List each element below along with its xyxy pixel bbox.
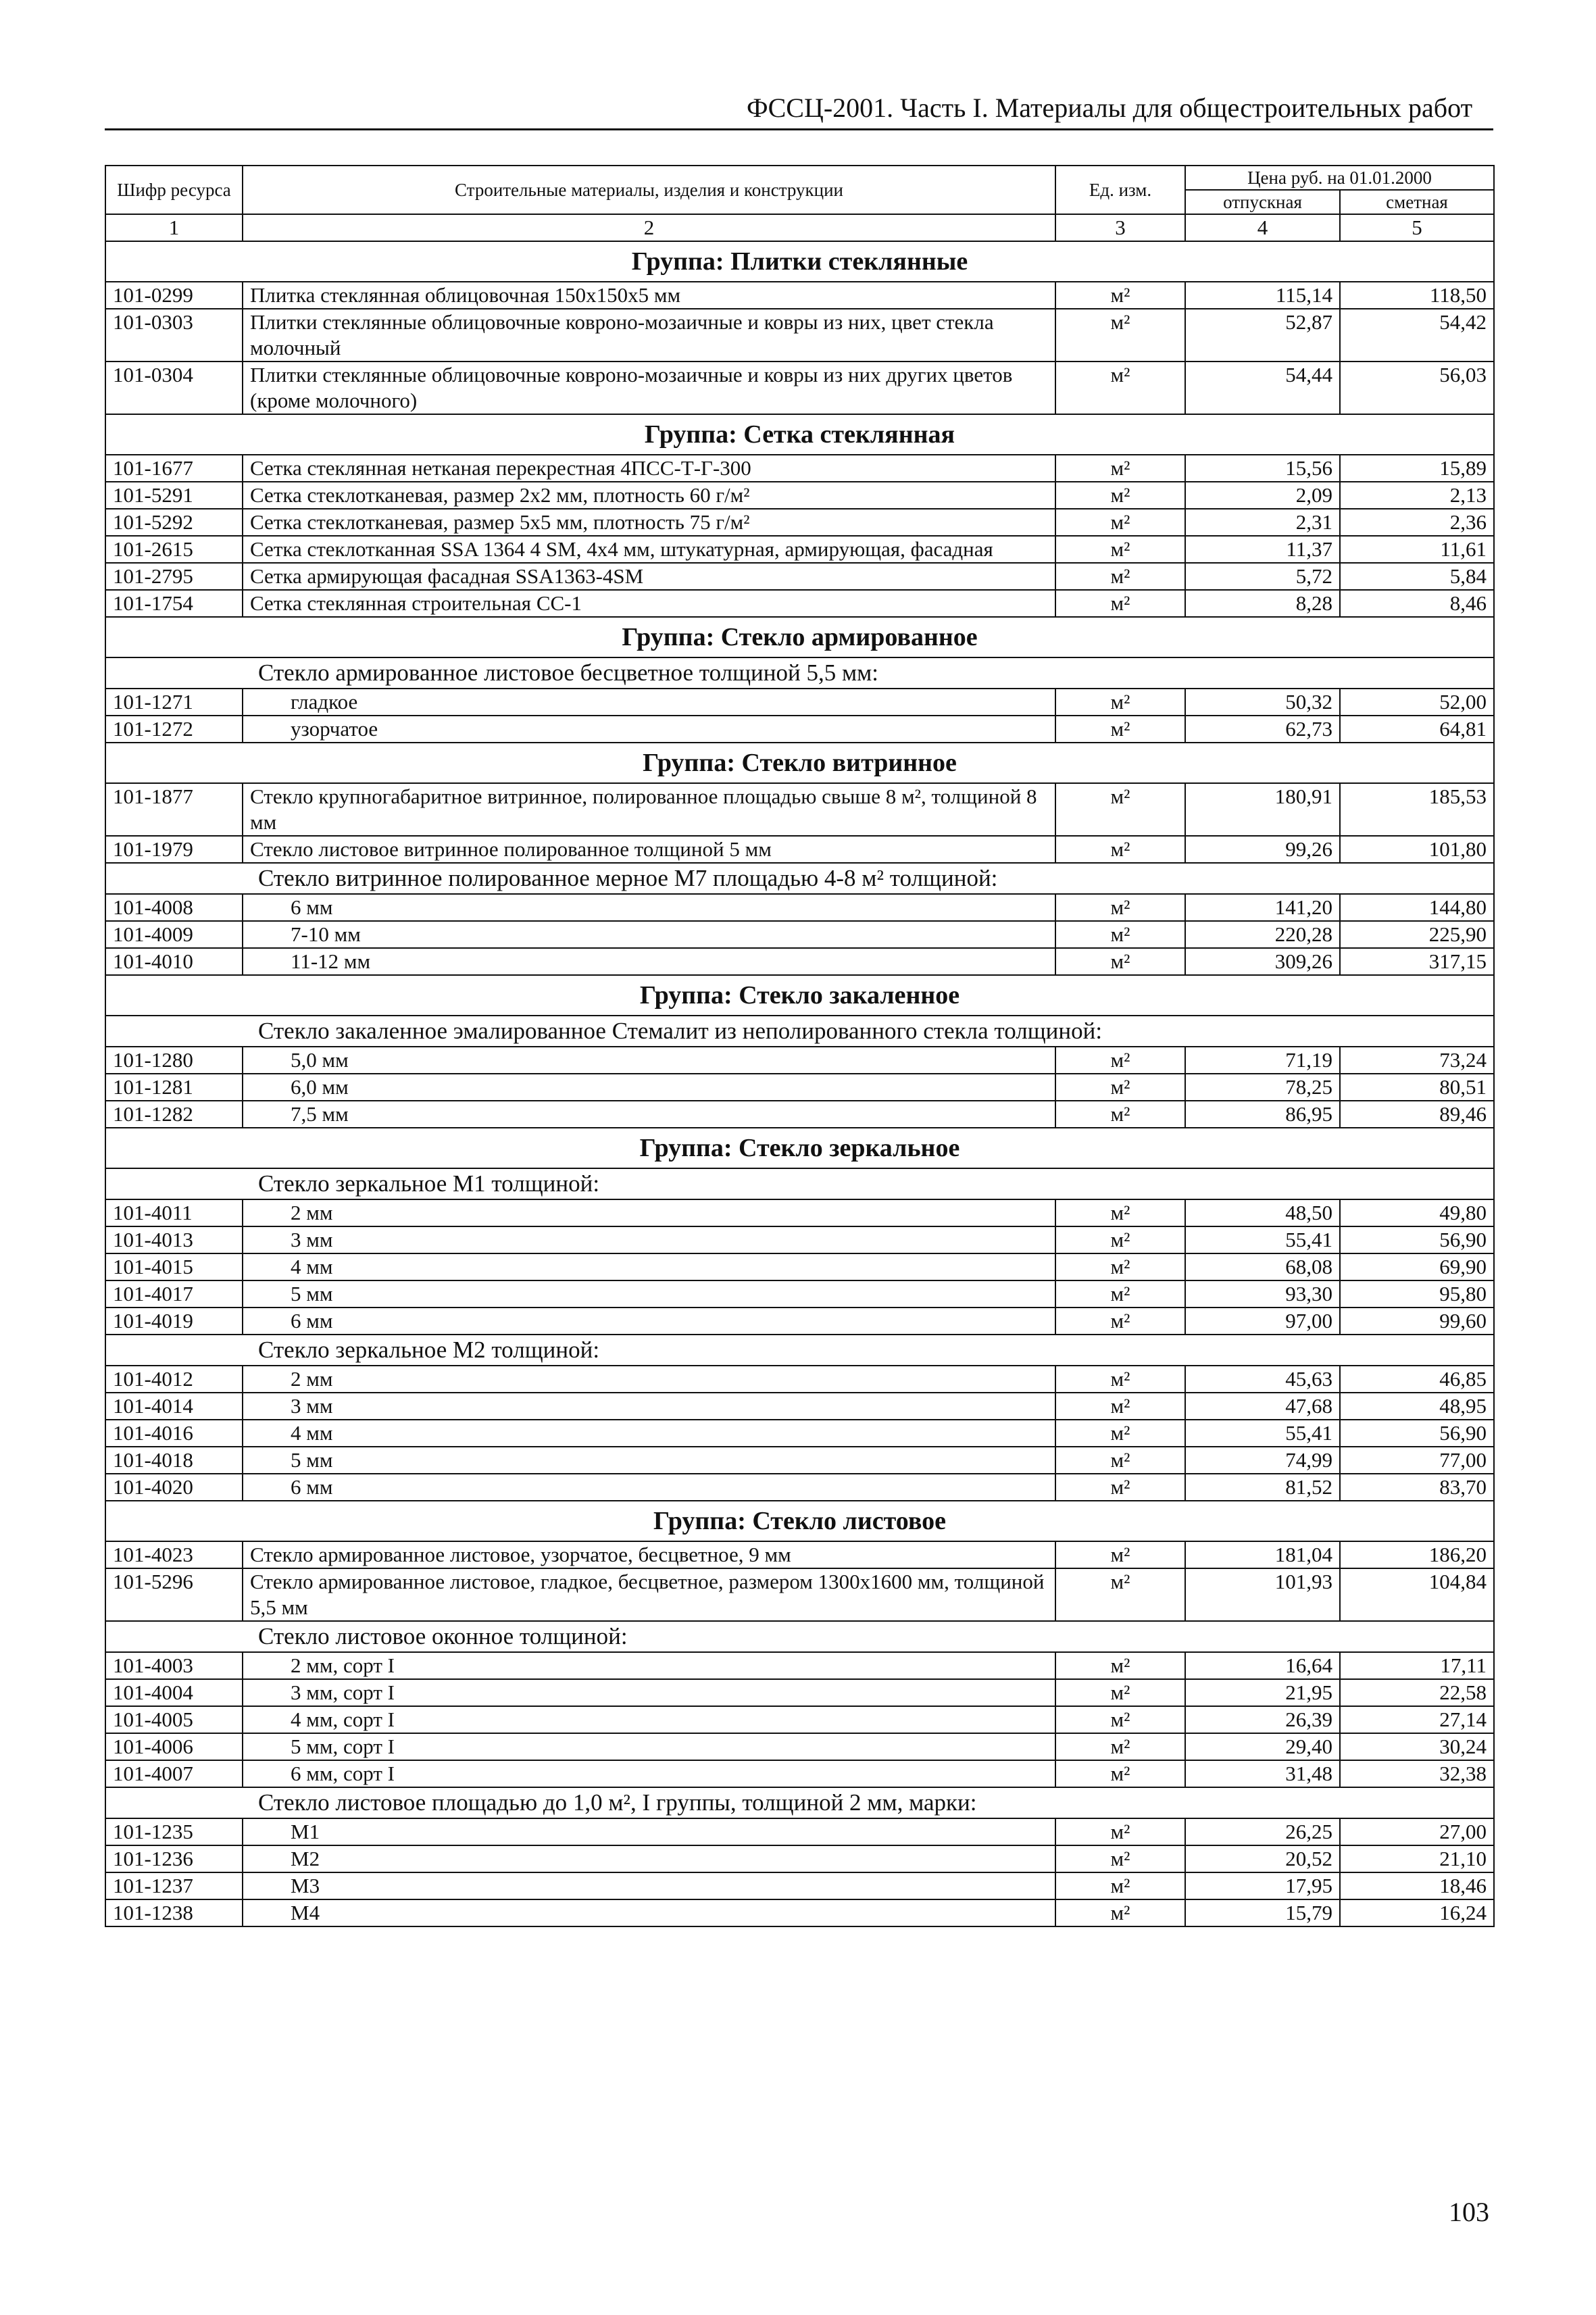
group-heading-row <box>105 1128 1494 1168</box>
unit-of-measure: м² <box>1055 1733 1185 1760</box>
resource-code: 101-4015 <box>105 1253 243 1280</box>
estimate-price: 54,42 <box>1340 309 1494 362</box>
unit-of-measure: м² <box>1055 1199 1185 1226</box>
table-row <box>105 1199 1494 1226</box>
estimate-price: 32,38 <box>1340 1760 1494 1787</box>
release-price: 20,52 <box>1185 1845 1340 1872</box>
release-price: 309,26 <box>1185 948 1340 975</box>
material-name: Сетка стеклянная строительная СС-1 <box>243 590 1055 617</box>
group-heading: Группа: Плитки стеклянные <box>105 241 1494 282</box>
unit-of-measure: м² <box>1055 563 1185 590</box>
estimate-price: 69,90 <box>1340 1253 1494 1280</box>
column-index: 4 <box>1185 214 1340 241</box>
unit-of-measure: м² <box>1055 1899 1185 1926</box>
group-heading: Группа: Стекло зеркальное <box>105 1128 1494 1168</box>
resource-code: 101-4016 <box>105 1420 243 1447</box>
subgroup-heading: Стекло листовое площадью до 1,0 м², I группы, толщиной 2 мм, марки: <box>105 1787 1494 1818</box>
resource-code: 101-4009 <box>105 921 243 948</box>
estimate-price: 80,51 <box>1340 1074 1494 1101</box>
material-name: Плитка стеклянная облицовочная 150х150х5 мм <box>243 282 1055 309</box>
unit-of-measure: м² <box>1055 1845 1185 1872</box>
subgroup-heading: Стекло зеркальное М2 толщиной: <box>105 1335 1494 1366</box>
resource-code: 101-1280 <box>105 1047 243 1074</box>
subgroup-heading-row <box>105 1016 1494 1047</box>
group-heading: Группа: Стекло листовое <box>105 1501 1494 1541</box>
estimate-price: 30,24 <box>1340 1733 1494 1760</box>
estimate-price: 2,36 <box>1340 509 1494 536</box>
estimate-price: 56,90 <box>1340 1420 1494 1447</box>
material-name: М2 <box>243 1845 1055 1872</box>
estimate-price: 22,58 <box>1340 1679 1494 1706</box>
estimate-price: 101,80 <box>1340 836 1494 863</box>
resource-code: 101-4008 <box>105 894 243 921</box>
resource-code: 101-1272 <box>105 716 243 743</box>
table-row <box>105 309 1494 362</box>
release-price: 180,91 <box>1185 783 1340 836</box>
material-name: 4 мм, сорт I <box>243 1706 1055 1733</box>
estimate-price: 2,13 <box>1340 482 1494 509</box>
table-row <box>105 1253 1494 1280</box>
table-row <box>105 1447 1494 1474</box>
table-header-row <box>105 166 1494 190</box>
estimate-price: 95,80 <box>1340 1280 1494 1308</box>
resource-code: 101-5296 <box>105 1568 243 1621</box>
material-name: 6 мм <box>243 1474 1055 1501</box>
estimate-price: 99,60 <box>1340 1308 1494 1335</box>
material-name: 6 мм <box>243 894 1055 921</box>
unit-of-measure: м² <box>1055 1818 1185 1845</box>
release-price: 2,31 <box>1185 509 1340 536</box>
material-name: узорчатое <box>243 716 1055 743</box>
column-index: 1 <box>105 214 243 241</box>
table-row <box>105 1366 1494 1393</box>
material-name: М3 <box>243 1872 1055 1899</box>
unit-of-measure: м² <box>1055 689 1185 716</box>
unit-of-measure: м² <box>1055 1679 1185 1706</box>
resource-code: 101-2615 <box>105 536 243 563</box>
unit-of-measure: м² <box>1055 482 1185 509</box>
material-name: Стекло армированное листовое, гладкое, бесцветное, размером 1300х1600 мм, толщиной 5,5 мм <box>243 1568 1055 1621</box>
release-price: 15,79 <box>1185 1899 1340 1926</box>
resource-code: 101-1235 <box>105 1818 243 1845</box>
table-row <box>105 455 1494 482</box>
resource-code: 101-4003 <box>105 1652 243 1679</box>
release-price: 17,95 <box>1185 1872 1340 1899</box>
estimate-price: 17,11 <box>1340 1652 1494 1679</box>
resource-code: 101-5291 <box>105 482 243 509</box>
estimate-price: 64,81 <box>1340 716 1494 743</box>
release-price: 55,41 <box>1185 1420 1340 1447</box>
unit-of-measure: м² <box>1055 1474 1185 1501</box>
unit-of-measure: м² <box>1055 509 1185 536</box>
group-heading: Группа: Стекло витринное <box>105 743 1494 783</box>
release-price: 74,99 <box>1185 1447 1340 1474</box>
estimate-price: 56,90 <box>1340 1226 1494 1253</box>
release-price: 78,25 <box>1185 1074 1340 1101</box>
resource-code: 101-4020 <box>105 1474 243 1501</box>
resource-code: 101-1238 <box>105 1899 243 1926</box>
table-row <box>105 1733 1494 1760</box>
release-price: 220,28 <box>1185 921 1340 948</box>
subgroup-heading: Стекло армированное листовое бесцветное толщиной 5,5 мм: <box>105 657 1494 689</box>
unit-of-measure: м² <box>1055 836 1185 863</box>
material-name: 7-10 мм <box>243 921 1055 948</box>
release-price: 55,41 <box>1185 1226 1340 1253</box>
column-index: 3 <box>1055 214 1185 241</box>
material-name: 3 мм <box>243 1226 1055 1253</box>
table-row <box>105 482 1494 509</box>
column-index: 2 <box>243 214 1055 241</box>
unit-of-measure: м² <box>1055 1872 1185 1899</box>
table-row <box>105 1760 1494 1787</box>
resource-code: 101-0303 <box>105 309 243 362</box>
estimate-price: 225,90 <box>1340 921 1494 948</box>
group-heading-row <box>105 743 1494 783</box>
resource-code: 101-1979 <box>105 836 243 863</box>
group-heading-row <box>105 1501 1494 1541</box>
release-price: 50,32 <box>1185 689 1340 716</box>
page-number: 103 <box>1449 2197 1489 2227</box>
unit-of-measure: м² <box>1055 1074 1185 1101</box>
resource-code: 101-4012 <box>105 1366 243 1393</box>
table-row <box>105 362 1494 414</box>
unit-of-measure: м² <box>1055 1226 1185 1253</box>
unit-of-measure: м² <box>1055 1366 1185 1393</box>
unit-of-measure: м² <box>1055 590 1185 617</box>
table-row <box>105 836 1494 863</box>
resource-code: 101-0299 <box>105 282 243 309</box>
resource-code: 101-1754 <box>105 590 243 617</box>
material-name: М4 <box>243 1899 1055 1926</box>
table-row <box>105 1308 1494 1335</box>
material-name: М1 <box>243 1818 1055 1845</box>
table-row <box>105 590 1494 617</box>
estimate-price: 118,50 <box>1340 282 1494 309</box>
unit-of-measure: м² <box>1055 783 1185 836</box>
unit-of-measure: м² <box>1055 1760 1185 1787</box>
table-row <box>105 1872 1494 1899</box>
release-price: 52,87 <box>1185 309 1340 362</box>
table-row <box>105 1845 1494 1872</box>
resource-code: 101-4010 <box>105 948 243 975</box>
material-name: 5 мм <box>243 1447 1055 1474</box>
material-name: 5 мм <box>243 1280 1055 1308</box>
subgroup-heading: Стекло закаленное эмалированное Стемалит из неполированного стекла толщиной: <box>105 1016 1494 1047</box>
table-row <box>105 921 1494 948</box>
release-price: 29,40 <box>1185 1733 1340 1760</box>
release-price: 45,63 <box>1185 1366 1340 1393</box>
subgroup-heading: Стекло листовое оконное толщиной: <box>105 1621 1494 1652</box>
release-price: 5,72 <box>1185 563 1340 590</box>
release-price: 141,20 <box>1185 894 1340 921</box>
unit-of-measure: м² <box>1055 1393 1185 1420</box>
material-name: 7,5 мм <box>243 1101 1055 1128</box>
release-price: 86,95 <box>1185 1101 1340 1128</box>
material-name: 5 мм, сорт I <box>243 1733 1055 1760</box>
material-name: 4 мм <box>243 1253 1055 1280</box>
group-heading: Группа: Стекло закаленное <box>105 975 1494 1016</box>
release-price: 68,08 <box>1185 1253 1340 1280</box>
material-name: Стекло армированное листовое, узорчатое, бесцветное, 9 мм <box>243 1541 1055 1568</box>
table-row <box>105 282 1494 309</box>
material-name: Плитки стеклянные облицовочные ковроно-мозаичные и ковры из них других цветов (кроме молочного) <box>243 362 1055 414</box>
table-row <box>105 1652 1494 1679</box>
resource-code: 101-4019 <box>105 1308 243 1335</box>
material-name: 3 мм, сорт I <box>243 1679 1055 1706</box>
unit-of-measure: м² <box>1055 894 1185 921</box>
material-name: 2 мм <box>243 1366 1055 1393</box>
material-name: гладкое <box>243 689 1055 716</box>
resource-code: 101-4023 <box>105 1541 243 1568</box>
release-price: 115,14 <box>1185 282 1340 309</box>
group-heading-row <box>105 975 1494 1016</box>
resource-code: 101-2795 <box>105 563 243 590</box>
resource-code: 101-4004 <box>105 1679 243 1706</box>
estimate-price: 11,61 <box>1340 536 1494 563</box>
release-price: 21,95 <box>1185 1679 1340 1706</box>
estimate-price: 52,00 <box>1340 689 1494 716</box>
estimate-price: 48,95 <box>1340 1393 1494 1420</box>
unit-of-measure: м² <box>1055 455 1185 482</box>
column-index-row <box>105 214 1494 241</box>
estimate-price: 104,84 <box>1340 1568 1494 1621</box>
material-name: 6 мм <box>243 1308 1055 1335</box>
table-row <box>105 1420 1494 1447</box>
material-name: 5,0 мм <box>243 1047 1055 1074</box>
unit-of-measure: м² <box>1055 921 1185 948</box>
estimate-price: 27,14 <box>1340 1706 1494 1733</box>
release-price: 15,56 <box>1185 455 1340 482</box>
estimate-price: 73,24 <box>1340 1047 1494 1074</box>
estimate-price: 144,80 <box>1340 894 1494 921</box>
col-header-unit: Ед. изм. <box>1055 166 1185 214</box>
unit-of-measure: м² <box>1055 362 1185 414</box>
material-name: 11-12 мм <box>243 948 1055 975</box>
estimate-price: 8,46 <box>1340 590 1494 617</box>
unit-of-measure: м² <box>1055 1652 1185 1679</box>
material-name: 3 мм <box>243 1393 1055 1420</box>
subgroup-heading-row <box>105 1621 1494 1652</box>
subgroup-heading: Стекло витринное полированное мерное М7 площадью 4-8 м² толщиной: <box>105 863 1494 894</box>
unit-of-measure: м² <box>1055 1047 1185 1074</box>
group-heading: Группа: Сетка стеклянная <box>105 414 1494 455</box>
col-header-estimate: сметная <box>1340 190 1494 214</box>
release-price: 26,39 <box>1185 1706 1340 1733</box>
col-header-release: отпускная <box>1185 190 1340 214</box>
resource-code: 101-4017 <box>105 1280 243 1308</box>
table-row <box>105 689 1494 716</box>
table-row <box>105 1393 1494 1420</box>
table-row <box>105 716 1494 743</box>
estimate-price: 5,84 <box>1340 563 1494 590</box>
table-row <box>105 536 1494 563</box>
table-row <box>105 1818 1494 1845</box>
subgroup-heading-row <box>105 1787 1494 1818</box>
col-header-name: Строительные материалы, изделия и конструкции <box>243 166 1055 214</box>
estimate-price: 49,80 <box>1340 1199 1494 1226</box>
column-index: 5 <box>1340 214 1494 241</box>
resource-code: 101-4005 <box>105 1706 243 1733</box>
subgroup-heading-row <box>105 657 1494 689</box>
material-name: Сетка стеклотканевая, размер 2х2 мм, плотность 60 г/м² <box>243 482 1055 509</box>
material-name: Сетка армирующая фасадная SSA1363-4SM <box>243 563 1055 590</box>
table-row <box>105 563 1494 590</box>
table-row <box>105 1541 1494 1568</box>
resource-code: 101-1877 <box>105 783 243 836</box>
unit-of-measure: м² <box>1055 536 1185 563</box>
table-row <box>105 894 1494 921</box>
resource-code: 101-4018 <box>105 1447 243 1474</box>
material-name: Сетка стеклотканевая, размер 5х5 мм, плотность 75 г/м² <box>243 509 1055 536</box>
release-price: 26,25 <box>1185 1818 1340 1845</box>
col-header-code: Шифр ресурса <box>105 166 243 214</box>
resource-code: 101-4011 <box>105 1199 243 1226</box>
resource-code: 101-1677 <box>105 455 243 482</box>
estimate-price: 46,85 <box>1340 1366 1494 1393</box>
subgroup-heading-row <box>105 863 1494 894</box>
release-price: 181,04 <box>1185 1541 1340 1568</box>
material-name: Стекло листовое витринное полированное толщиной 5 мм <box>243 836 1055 863</box>
resource-code: 101-1282 <box>105 1101 243 1128</box>
estimate-price: 27,00 <box>1340 1818 1494 1845</box>
header-rule <box>105 128 1493 130</box>
col-header-price: Цена руб. на 01.01.2000 <box>1185 166 1494 190</box>
estimate-price: 186,20 <box>1340 1541 1494 1568</box>
price-table-body <box>105 166 1494 1926</box>
unit-of-measure: м² <box>1055 1308 1185 1335</box>
unit-of-measure: м² <box>1055 1253 1185 1280</box>
group-heading-row <box>105 617 1494 657</box>
resource-code: 101-5292 <box>105 509 243 536</box>
table-row <box>105 1568 1494 1621</box>
unit-of-measure: м² <box>1055 309 1185 362</box>
resource-code: 101-0304 <box>105 362 243 414</box>
unit-of-measure: м² <box>1055 1101 1185 1128</box>
table-row <box>105 1899 1494 1926</box>
table-row <box>105 1226 1494 1253</box>
resource-code: 101-1236 <box>105 1845 243 1872</box>
table-row <box>105 1706 1494 1733</box>
release-price: 16,64 <box>1185 1652 1340 1679</box>
estimate-price: 317,15 <box>1340 948 1494 975</box>
release-price: 11,37 <box>1185 536 1340 563</box>
estimate-price: 18,46 <box>1340 1872 1494 1899</box>
estimate-price: 56,03 <box>1340 362 1494 414</box>
table-row <box>105 1047 1494 1074</box>
resource-code: 101-4014 <box>105 1393 243 1420</box>
unit-of-measure: м² <box>1055 948 1185 975</box>
release-price: 93,30 <box>1185 1280 1340 1308</box>
release-price: 97,00 <box>1185 1308 1340 1335</box>
release-price: 99,26 <box>1185 836 1340 863</box>
resource-code: 101-4007 <box>105 1760 243 1787</box>
release-price: 48,50 <box>1185 1199 1340 1226</box>
resource-code: 101-4013 <box>105 1226 243 1253</box>
estimate-price: 21,10 <box>1340 1845 1494 1872</box>
group-heading: Группа: Стекло армированное <box>105 617 1494 657</box>
table-row <box>105 1101 1494 1128</box>
release-price: 47,68 <box>1185 1393 1340 1420</box>
unit-of-measure: м² <box>1055 1541 1185 1568</box>
estimate-price: 15,89 <box>1340 455 1494 482</box>
release-price: 8,28 <box>1185 590 1340 617</box>
table-row <box>105 783 1494 836</box>
material-name: Стекло крупногабаритное витринное, полированное площадью свыше 8 м², толщиной 8 мм <box>243 783 1055 836</box>
release-price: 81,52 <box>1185 1474 1340 1501</box>
table-row <box>105 1679 1494 1706</box>
material-name: Сетка стеклотканная SSA 1364 4 SM, 4х4 мм, штукатурная, армирующая, фасадная <box>243 536 1055 563</box>
estimate-price: 185,53 <box>1340 783 1494 836</box>
group-heading-row <box>105 414 1494 455</box>
estimate-price: 16,24 <box>1340 1899 1494 1926</box>
material-name: 6,0 мм <box>243 1074 1055 1101</box>
material-name: 2 мм, сорт I <box>243 1652 1055 1679</box>
table-row <box>105 1474 1494 1501</box>
release-price: 54,44 <box>1185 362 1340 414</box>
estimate-price: 77,00 <box>1340 1447 1494 1474</box>
release-price: 2,09 <box>1185 482 1340 509</box>
group-heading-row <box>105 241 1494 282</box>
unit-of-measure: м² <box>1055 1280 1185 1308</box>
unit-of-measure: м² <box>1055 1420 1185 1447</box>
release-price: 31,48 <box>1185 1760 1340 1787</box>
estimate-price: 83,70 <box>1340 1474 1494 1501</box>
unit-of-measure: м² <box>1055 1568 1185 1621</box>
table-row <box>105 509 1494 536</box>
resource-code: 101-1271 <box>105 689 243 716</box>
resource-code: 101-1281 <box>105 1074 243 1101</box>
unit-of-measure: м² <box>1055 716 1185 743</box>
price-table <box>105 165 1495 1927</box>
table-row <box>105 948 1494 975</box>
estimate-price: 89,46 <box>1340 1101 1494 1128</box>
material-name: Плитки стеклянные облицовочные ковроно-мозаичные и ковры из них, цвет стекла молочный <box>243 309 1055 362</box>
release-price: 101,93 <box>1185 1568 1340 1621</box>
subgroup-heading-row <box>105 1335 1494 1366</box>
subgroup-heading-row <box>105 1168 1494 1199</box>
unit-of-measure: м² <box>1055 1447 1185 1474</box>
unit-of-measure: м² <box>1055 282 1185 309</box>
material-name: 6 мм, сорт I <box>243 1760 1055 1787</box>
release-price: 62,73 <box>1185 716 1340 743</box>
table-row <box>105 1074 1494 1101</box>
table-row <box>105 1280 1494 1308</box>
material-name: Сетка стеклянная нетканая перекрестная 4ПСС-Т-Г-300 <box>243 455 1055 482</box>
resource-code: 101-1237 <box>105 1872 243 1899</box>
release-price: 71,19 <box>1185 1047 1340 1074</box>
unit-of-measure: м² <box>1055 1706 1185 1733</box>
subgroup-heading: Стекло зеркальное М1 толщиной: <box>105 1168 1494 1199</box>
running-header: ФССЦ-2001. Часть I. Материалы для общестроительных работ <box>747 93 1473 123</box>
resource-code: 101-4006 <box>105 1733 243 1760</box>
material-name: 4 мм <box>243 1420 1055 1447</box>
material-name: 2 мм <box>243 1199 1055 1226</box>
